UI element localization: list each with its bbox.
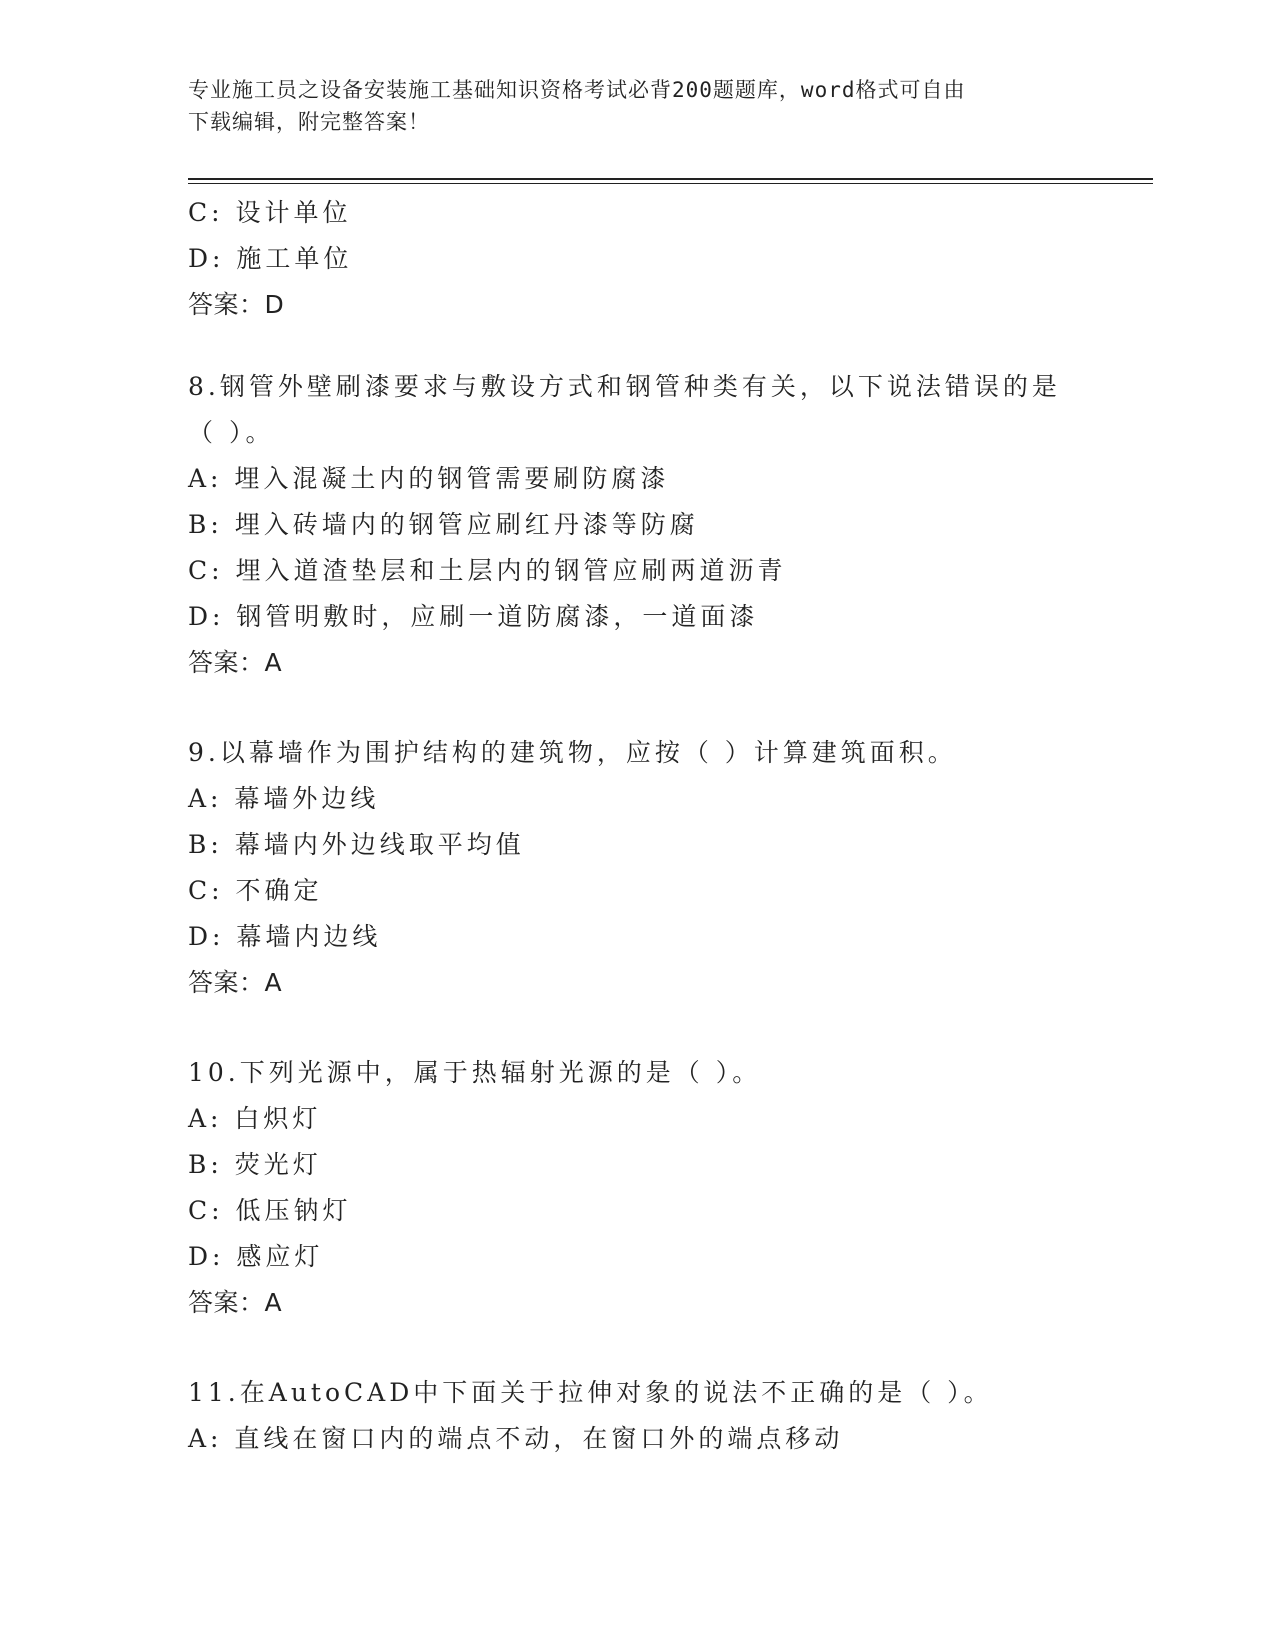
header-divider-thick — [188, 178, 1153, 180]
document-header — [188, 74, 1088, 138]
question-9 — [188, 730, 1148, 1006]
option-b: B: 埋入砖墙内的钢管应刷红丹漆等防腐 — [188, 510, 699, 539]
header-line-1: 专业施工员之设备安装施工基础知识资格考试必背200题题库，word格式可自由 — [188, 78, 966, 102]
option-a: A: 直线在窗口内的端点不动，在窗口外的端点移动 — [188, 1424, 844, 1453]
question-stem: 11.在AutoCAD中下面关于拉伸对象的说法不正确的是（ ）。 — [188, 1378, 993, 1407]
option-a: A: 幕墙外边线 — [188, 784, 380, 813]
option-c: C: 埋入道渣垫层和土层内的钢管应刷两道沥青 — [188, 556, 787, 585]
question-11 — [188, 1370, 1148, 1462]
question-10 — [188, 1050, 1148, 1326]
question-stem: 8.钢管外壁刷漆要求与敷设方式和钢管种类有关，以下说法错误的是 — [188, 372, 1061, 401]
header-divider-thin — [188, 183, 1153, 184]
option-c: C: 不确定 — [188, 876, 323, 905]
header-line-2: 下载编辑，附完整答案！ — [188, 110, 430, 134]
answer-line: 答案：D — [188, 290, 285, 319]
option-b: B: 幕墙内外边线取平均值 — [188, 830, 525, 859]
question-8 — [188, 364, 1148, 686]
question-stem: 10.下列光源中，属于热辐射光源的是（ ）。 — [188, 1058, 762, 1087]
question-stem: 9.以幕墙作为围护结构的建筑物，应按（ ）计算建筑面积。 — [188, 738, 957, 767]
option-d: D: 钢管明敷时，应刷一道防腐漆，一道面漆 — [188, 602, 759, 631]
option-a: A: 埋入混凝土内的钢管需要刷防腐漆 — [188, 464, 670, 493]
question-7-continued — [188, 190, 1148, 328]
question-list — [188, 190, 1148, 1462]
option-d: D: 感应灯 — [188, 1242, 324, 1271]
answer-line: 答案：A — [188, 1288, 283, 1317]
option-c: C: 设计单位 — [188, 198, 352, 227]
answer-line: 答案：A — [188, 968, 283, 997]
option-a: A: 白炽灯 — [188, 1104, 322, 1133]
option-d: D: 施工单位 — [188, 244, 353, 273]
answer-line: 答案：A — [188, 648, 283, 677]
option-c: C: 低压钠灯 — [188, 1196, 352, 1225]
option-b: B: 荧光灯 — [188, 1150, 322, 1179]
option-d: D: 幕墙内边线 — [188, 922, 382, 951]
question-stem-continued: （ ）。 — [188, 418, 275, 447]
